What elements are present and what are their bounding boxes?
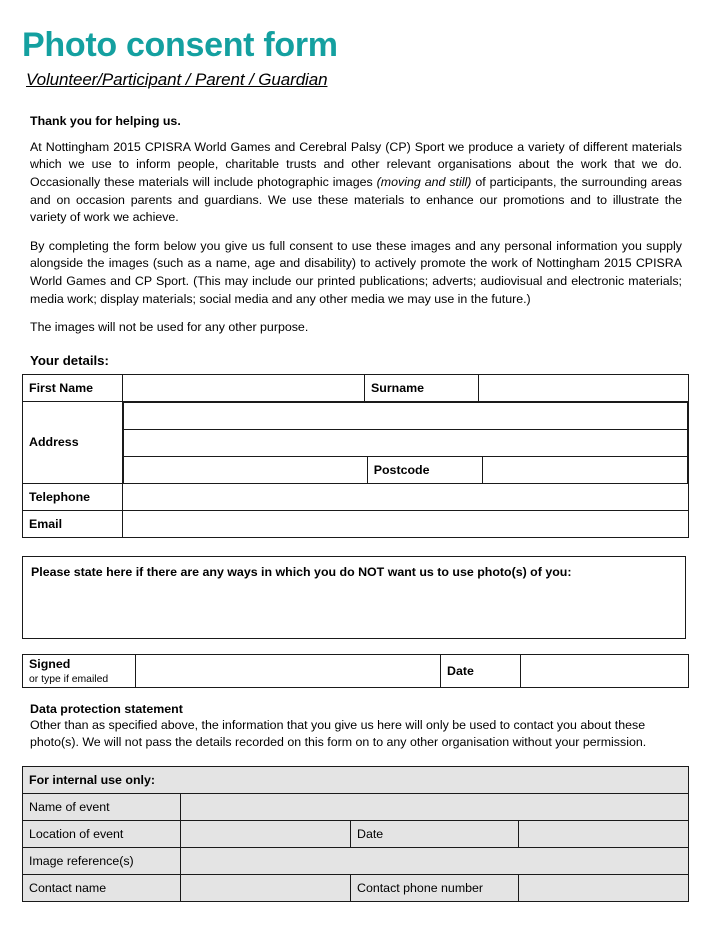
surname-label: Surname [365, 374, 479, 401]
internal-date-label: Date [351, 820, 519, 847]
thanks-line: Thank you for helping us. [30, 113, 181, 128]
table-row-contact-name [23, 874, 689, 901]
your-details-heading: Your details: [30, 352, 109, 368]
intro-paragraph-1 [30, 139, 682, 227]
signed-label: Signed [29, 656, 71, 671]
email-field[interactable] [123, 510, 689, 537]
intro-paragraph-2: By completing the form below you give us full consent to use these images and any personal information you supply alongside the images (such as a name, age and disability) to actively promote the work of Nottingham 2015 CPISRA World Games and CP Sport. (This may include our printed publications; adverts; audiovisual and electronic materials; media work; display materials; social media and any other media we may use in the future.) [30, 238, 682, 306]
contact-name-field[interactable] [181, 874, 351, 901]
table-row-address-line-2 [124, 429, 688, 456]
table-row-internal-heading [23, 766, 689, 793]
restrictions-box[interactable] [22, 556, 686, 639]
table-row-image-reference [23, 847, 689, 874]
contact-name-label: Contact name [23, 874, 181, 901]
address-label: Address [23, 401, 123, 483]
signature-date-label: Date [441, 654, 521, 688]
intro-paragraph-1-part2: of participants, the surrounding areas and on occasion parents and guardians. We use these materials to enhance our promotions and to illustrate the variety of work we achieve. [30, 174, 682, 225]
table-row-signature [23, 654, 689, 688]
postcode-label: Postcode [367, 456, 482, 483]
contact-phone-field[interactable] [519, 874, 689, 901]
table-row-name-of-event [23, 793, 689, 820]
your-details-table [22, 374, 689, 538]
table-row-address-line-3 [124, 456, 688, 483]
name-of-event-field[interactable] [181, 793, 689, 820]
intro-paragraph-3: The images will not be used for any other purpose. [30, 320, 309, 335]
table-row-location-of-event [23, 820, 689, 847]
contact-phone-label: Contact phone number [351, 874, 519, 901]
table-row-address [23, 401, 689, 483]
intro-paragraph-1-part1: At Nottingham 2015 CPISRA World Games and Cerebral Palsy (CP) Sport we produce a variety of different materials which we use to inform people, charitable trusts and other relevant organisations about the work that we do. Occasionally these materials will include photographic images [30, 139, 682, 189]
intro-paragraph-1-italic: (moving and still) [376, 174, 472, 189]
signature-date-field[interactable] [521, 654, 689, 688]
signed-sublabel: or type if emailed [29, 674, 109, 686]
table-row-first-name [23, 374, 689, 401]
address-lines-table [123, 402, 688, 483]
internal-use-table [22, 766, 689, 902]
document-body [22, 0, 688, 902]
internal-date-field[interactable] [519, 820, 689, 847]
address-lines-group [123, 401, 689, 483]
image-reference-label: Image reference(s) [23, 847, 181, 874]
location-of-event-label: Location of event [23, 820, 181, 847]
first-name-label: First Name [23, 374, 123, 401]
email-label: Email [23, 510, 123, 537]
image-reference-field[interactable] [181, 847, 689, 874]
table-row-email [23, 510, 689, 537]
signed-label-cell [23, 654, 136, 688]
address-line-2-field[interactable] [124, 429, 688, 456]
name-of-event-label: Name of event [23, 793, 181, 820]
postcode-field[interactable] [482, 456, 687, 483]
address-line-1-field[interactable] [124, 402, 688, 429]
signed-field[interactable] [136, 654, 441, 688]
table-row-telephone [23, 483, 689, 510]
data-protection-title: Data protection statement [30, 702, 183, 717]
signature-table [22, 654, 689, 689]
table-row-address-line-1 [124, 402, 688, 429]
data-protection-text: Other than as specified above, the information that you give us here will only be used to contact you about these photo(s). We will not pass the details recorded on this form on to any other organisation without your permission. [30, 718, 647, 750]
location-of-event-field[interactable] [181, 820, 351, 847]
internal-use-heading: For internal use only: [23, 766, 689, 793]
page-subtitle: Volunteer/Participant / Parent / Guardian [26, 69, 328, 89]
restrictions-question: Please state here if there are any ways in which you do NOT want us to use photo(s) of you: [31, 564, 572, 579]
surname-field[interactable] [479, 374, 689, 401]
telephone-field[interactable] [123, 483, 689, 510]
telephone-label: Telephone [23, 483, 123, 510]
address-line-3-field[interactable] [124, 456, 368, 483]
first-name-field[interactable] [123, 374, 365, 401]
page-title: Photo consent form [22, 26, 338, 64]
